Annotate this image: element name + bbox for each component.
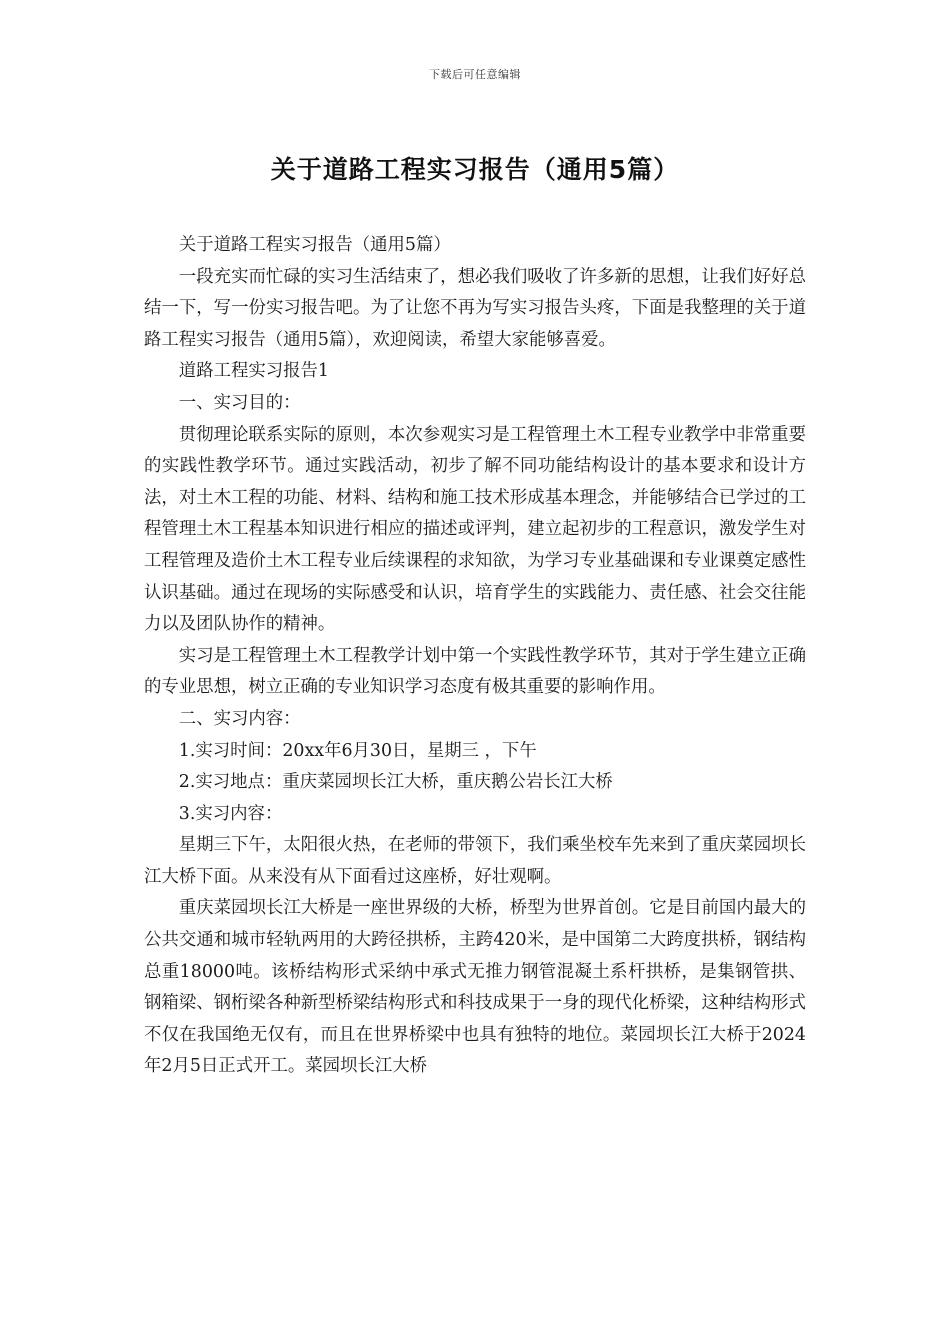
list-item-content: 3.实习内容： xyxy=(178,803,283,824)
paragraph-visit: 星期三下午，太阳很火热，在老师的带领下，我们乘坐校车先来到了重庆菜园坝长江大桥下面。从来没有从下面看过这座桥，好壮观啊。 xyxy=(144,835,806,887)
list-item-time: 1.实习时间：20xx年6月30日，星期三 ，下午 xyxy=(178,740,537,761)
section-heading-report-1: 道路工程实习报告1 xyxy=(178,361,329,382)
document-title: 关于道路工程实习报告（通用5篇） xyxy=(270,155,680,184)
page-header-note: 下载后可任意编辑 xyxy=(429,68,521,81)
list-item-location: 2.实习地点：重庆菜园坝长江大桥，重庆鹅公岩长江大桥 xyxy=(178,772,613,793)
paragraph-purpose: 贯彻理论联系实际的原则，本次参观实习是工程管理土木工程专业教学中非常重要的实践性教学环节。通过实践活动，初步了解不同功能结构设计的基本要求和设计方法，对土木工程的功能、材料、结构和施工技术形成基本理念，并能够结合已学过的工程管理土木工程基本知识进行相应的描述或评判，建立起初步的工程意识，激发学生对工程管理及造价土木工程专业后续课程的求知欲，为学习专业基础课和专业课奠定感性认识基础。通过在现场的实际感受和认识，培育学生的实践能力、责任感、社会交往能力以及团队协作的精神。 xyxy=(144,424,806,635)
section-heading-purpose: 一、实习目的： xyxy=(178,392,301,413)
section-heading-content: 二、实习内容： xyxy=(178,708,301,729)
paragraph-intro: 一段充实而忙碌的实习生活结束了，想必我们吸收了许多新的思想，让我们好好总结一下，写一份实习报告吧。为了让您不再为写实习报告头疼，下面是我整理的关于道路工程实习报告（通用5篇），欢迎阅读，希望大家能够喜爱。 xyxy=(144,266,806,350)
paragraph-bridge: 重庆菜园坝长江大桥是一座世界级的大桥，桥型为世界首创。它是目前国内最大的公共交通和城市轻轨两用的大跨径拱桥，主跨420米，是中国第二大跨度拱桥，钢结构总重18000吨。该桥结构形式采纳中承式无推力钢管混凝土系杆拱桥，是集钢管拱、钢箱梁、钢桁梁各种新型桥梁结构形式和科技成果于一身的现代化桥梁，这种结构形式不仅在我国绝无仅有，而且在世界桥梁中也具有独特的地位。菜园坝长江大桥于2024年2月5日正式开工。菜园坝长江大桥 xyxy=(144,898,806,1077)
paragraph-purpose-importance: 实习是工程管理土木工程教学计划中第一个实践性教学环节，其对于学生建立正确的专业思想，树立正确的专业知识学习态度有极其重要的影响作用。 xyxy=(144,645,806,698)
paragraph-subtitle: 关于道路工程实习报告（通用5篇） xyxy=(178,235,451,255)
document-body xyxy=(144,230,806,1083)
